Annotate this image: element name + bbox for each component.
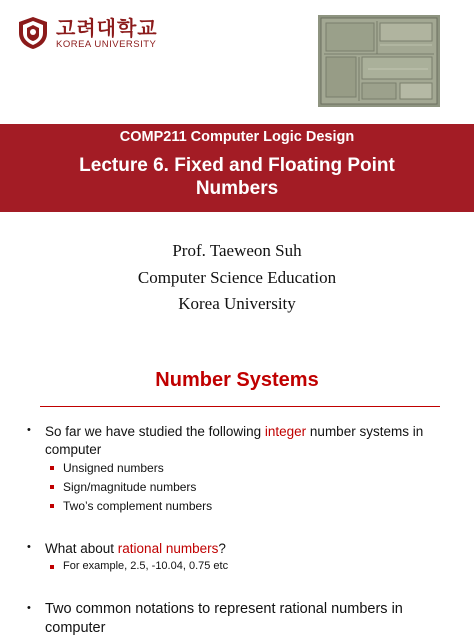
bullet-integer-systems — [45, 424, 423, 439]
bullet-dot: • — [27, 424, 31, 436]
logo-korean-text: 고려대학교 — [56, 15, 158, 40]
logo-english-text: KOREA UNIVERSITY — [56, 38, 157, 50]
sub-bullet-example: For example, 2.5, -10.04, 0.75 etc — [63, 560, 229, 572]
author-block — [0, 238, 474, 318]
author-school: Korea University — [178, 294, 296, 313]
bullet-dot: • — [27, 541, 31, 553]
bullet-text: number systems in — [306, 424, 424, 439]
bullet-text: ? — [218, 541, 226, 556]
author-name: Prof. Taeweon Suh — [172, 241, 302, 260]
bullet-continuation: computer — [45, 442, 102, 457]
title-banner — [0, 124, 474, 212]
lecture-title — [40, 154, 434, 200]
bullet-rational — [45, 541, 226, 556]
university-seal-icon — [16, 16, 50, 50]
university-logo — [16, 16, 158, 50]
sub-bullet-marker — [50, 485, 54, 489]
highlight-rational: rational numbers — [117, 541, 219, 556]
course-title: COMP211 Computer Logic Design — [119, 129, 355, 145]
bullet-notations: Two common notations to represent rational numbers in — [45, 601, 403, 617]
title-divider — [40, 406, 440, 407]
chip-die-image — [318, 15, 440, 107]
sub-bullet-marker — [50, 565, 54, 569]
bullet-dot: • — [27, 602, 31, 614]
bullet-continuation: computer — [45, 620, 106, 636]
sub-bullet-unsigned: Unsigned numbers — [63, 461, 164, 475]
sub-bullet-sign-magnitude: Sign/magnitude numbers — [63, 480, 197, 494]
sub-bullet-marker — [50, 466, 54, 470]
sub-bullet-twos-complement: Two’s complement numbers — [63, 499, 213, 513]
bullet-text: So far we have studied the following — [45, 424, 265, 439]
highlight-integer: integer — [264, 424, 307, 439]
bullet-text: What about — [45, 541, 118, 556]
lecture-title-line1: Lecture 6. Fixed and Floating Point — [79, 155, 395, 176]
number-systems-slide — [0, 352, 474, 636]
slide-title: Number Systems — [155, 369, 319, 391]
sub-bullet-marker — [50, 504, 54, 508]
author-department: Computer Science Education — [137, 267, 337, 287]
lecture-title-line2: Numbers — [195, 178, 279, 199]
